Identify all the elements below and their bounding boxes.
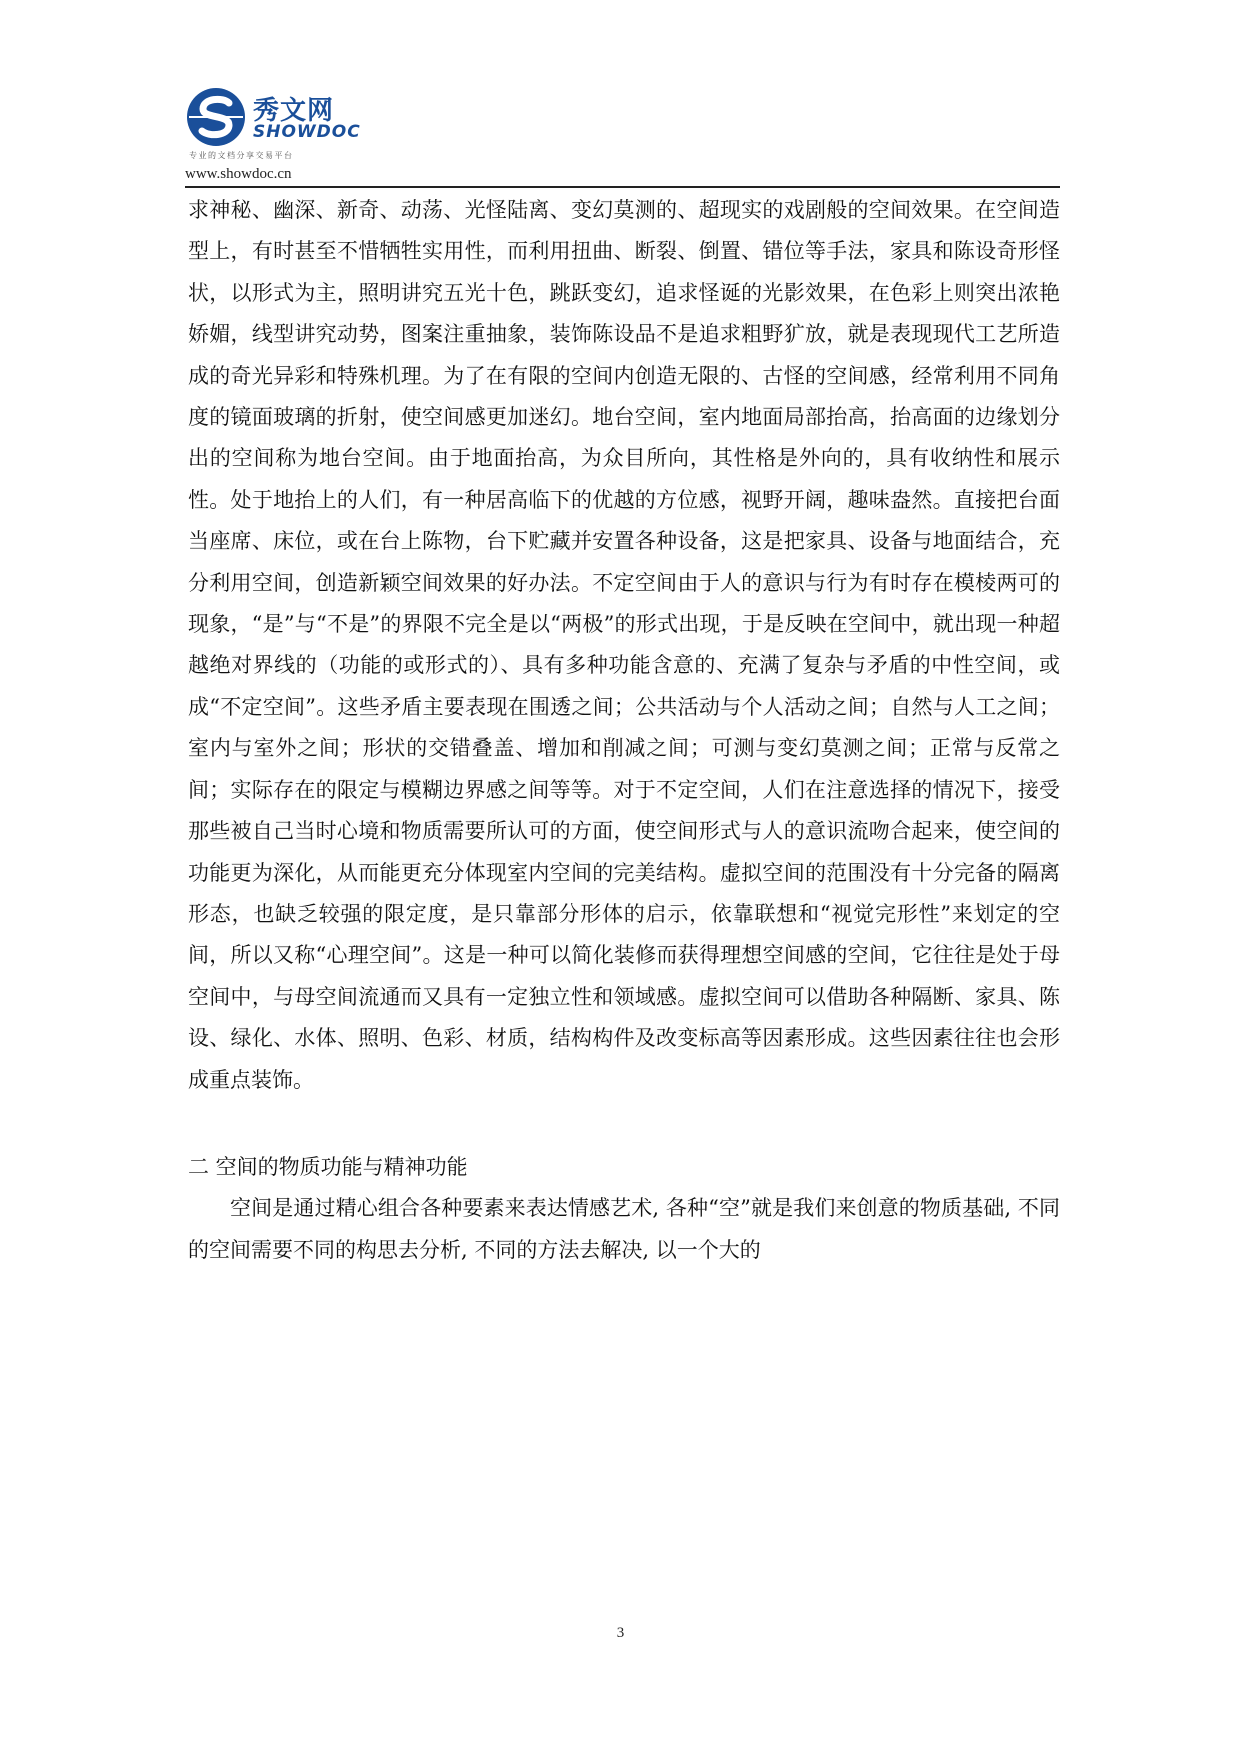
logo-tagline: 专业的文档分享交易平台	[189, 151, 294, 160]
document-body	[188, 190, 1060, 1271]
body-paragraph: 空间是通过精心组合各种要素来表达情感艺术, 各种“空”就是我们来创意的物质基础, 不同的空间需要不同的构思去分析, 不同的方法去解决, 以一个大的	[188, 1195, 1060, 1262]
logo-chinese-name: 秀文网	[253, 96, 335, 126]
page-number: 3	[616, 1625, 625, 1641]
logo-english-name: SHOWDOC	[253, 122, 361, 142]
site-url[interactable]: www.showdoc.cn	[185, 166, 292, 182]
body-paragraph: 求神秘、幽深、新奇、动荡、光怪陆离、变幻莫测的、超现实的戏剧般的空间效果。在空间造型上，有时甚至不惜牺牲实用性，而利用扭曲、断裂、倒置、错位等手法，家具和陈设奇形怪状，以形式为主，照明讲究五光十色，跳跃变幻，追求怪诞的光影效果，在色彩上则突出浓艳娇媚，线型讲究动势，图案注重抽象，装饰陈设品不是追求粗野犷放，就是表现现代工艺所造成的奇光异彩和特殊机理。为了在有限的空间内创造无限的、古怪的空间感，经常利用不同角度的镜面玻璃的折射，使空间感更加迷幻。地台空间，室内地面局部抬高，抬高面的边缘划分出的空间称为地台空间。由于地面抬高，为众目所向，其性格是外向的，具有收纳性和展示性。处于地抬上的人们，有一种居高临下的优越的方位感，视野开阔，趣味盎然。直接把台面当座席、床位，或在台上陈物，台下贮藏并安置各种设备，这是把家具、设备与地面结合，充分利用空间，创造新颖空间效果的好办法。不定空间由于人的意识与行为有时存在模棱两可的现象，“是”与“不是”的界限不完全是以“两极”的形式出现，于是反映在空间中，就出现一种超越绝对界线的（功能的或形式的）、具有多种功能含意的、充满了复杂与矛盾的中性空间，或成“不定空间”。这些矛盾主要表现在围透之间；公共活动与个人活动之间；自然与人工之间；室内与室外之间；形状的交错叠盖、增加和削减之间；可测与变幻莫测之间；正常与反常之间；实际存在的限定与模糊边界感之间等等。对于不定空间，人们在注意选择的情况下，接受那些被自己当时心境和物质需要所认可的方面，使空间形式与人的意识流吻合起来，使空间的功能更为深化，从而能更充分体现室内空间的完美结构。虚拟空间的范围没有十分完备的隔离形态，也缺乏较强的限定度，是只靠部分形体的启示，依靠联想和“视觉完形性”来划定的空间，所以又称“心理空间”。这是一种可以简化装修而获得理想空间感的空间，它往往是处于母空间中，与母空间流通而又具有一定独立性和领域感。虚拟空间可以借助各种隔断、家具、陈设、绿化、水体、照明、色彩、材质，结构构件及改变标高等因素形成。这些因素往往也会形成重点装饰。	[188, 198, 1060, 1092]
header-divider	[185, 186, 1060, 188]
page-header	[185, 86, 1060, 182]
section-heading: 二 空间的物质功能与精神功能	[188, 1154, 468, 1179]
showdoc-s-logo-icon	[185, 86, 247, 148]
showdoc-logo	[185, 86, 1060, 166]
